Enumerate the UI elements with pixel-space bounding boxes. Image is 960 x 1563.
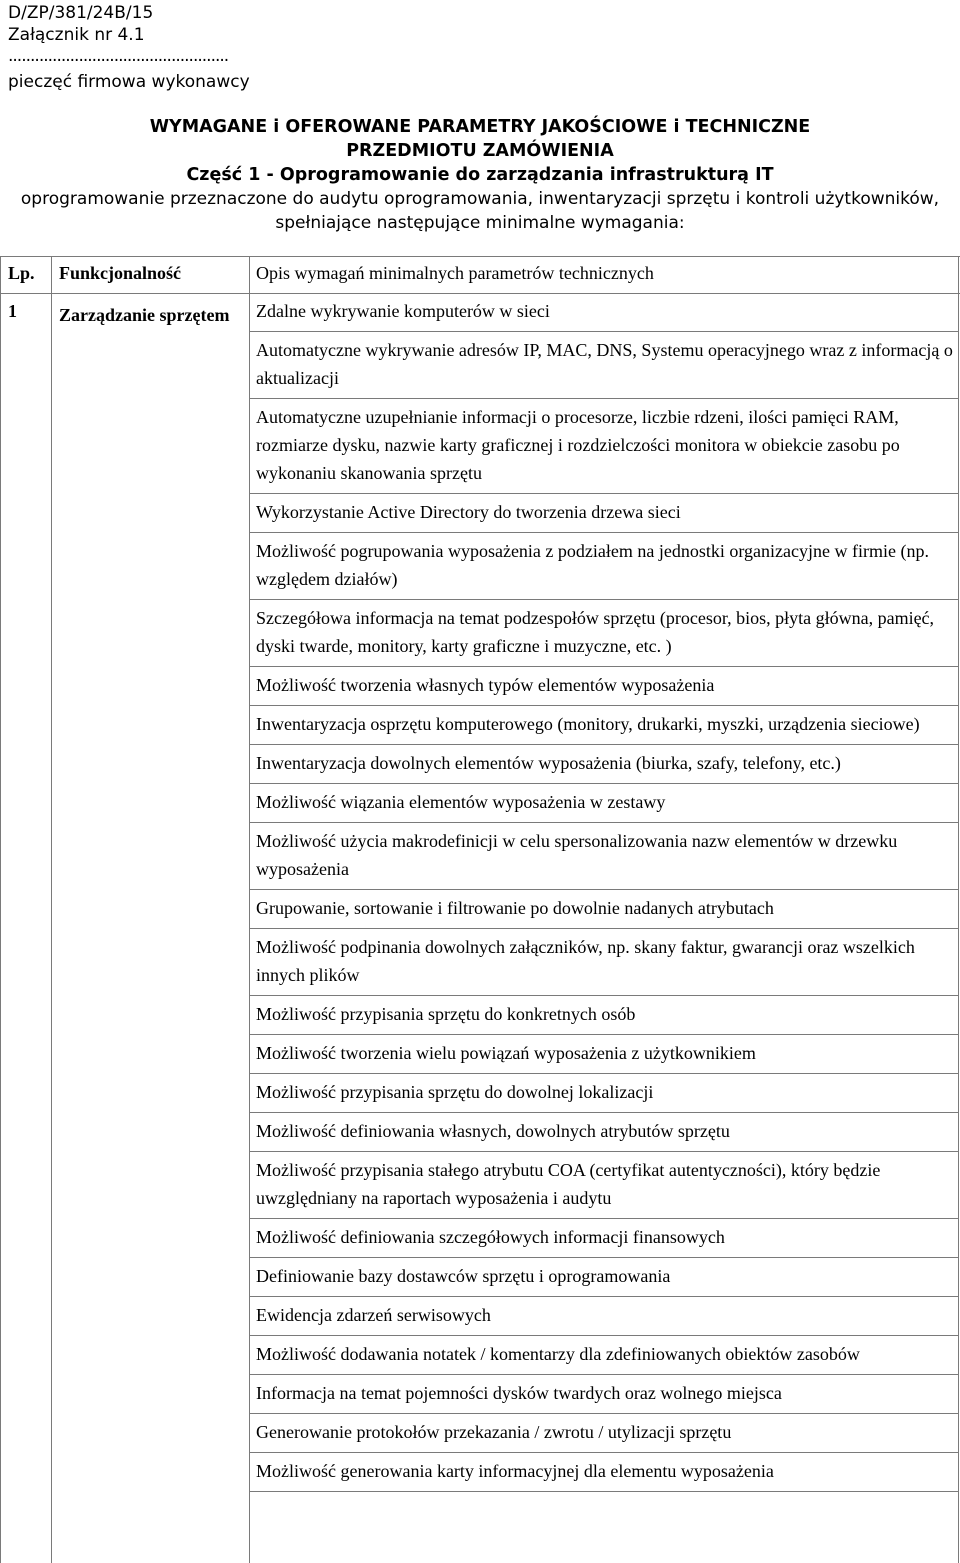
table-left-border	[0, 256, 1, 1563]
document-reference: D/ZP/381/24B/15	[8, 3, 154, 23]
document-title	[0, 115, 960, 235]
title-line-5: spełniające następujące minimalne wymagania:	[275, 213, 685, 233]
table-header-border	[0, 293, 960, 294]
requirement-item: Możliwość definiowania szczegółowych informacji finansowych	[249, 1219, 959, 1258]
requirement-item: Szczegółowa informacja na temat podzespołów sprzętu (procesor, bios, płyta główna, pamięć, dyski twarde, monitory, karty graficzne i muzyczne, etc. )	[249, 600, 959, 667]
requirement-item: Wykorzystanie Active Directory do tworzenia drzewa sieci	[249, 494, 959, 533]
requirement-item: Automatyczne uzupełnianie informacji o procesorze, liczbie rdzeni, ilości pamięci RAM, rozmiarze dysku, nazwie karty graficznej i rozdzielczości monitora w obiekcie zasobu po wykonaniu skanowania sprzętu	[249, 399, 959, 494]
table-body	[0, 293, 960, 1492]
requirement-item: Możliwość wiązania elementów wyposażenia w zestawy	[249, 784, 959, 823]
title-line-4: oprogramowanie przeznaczone do audytu oprogramowania, inwentaryzacji sprzętu i kontroli użytkowników,	[20, 189, 940, 209]
requirement-item: Generowanie protokołów przekazania / zwrotu / utylizacji sprzętu	[249, 1414, 959, 1453]
table-col-divider-1	[51, 256, 52, 1563]
requirement-item: Możliwość przypisania stałego atrybutu COA (certyfikat autentyczności), który będzie uwzględniany na raportach wyposażenia i audytu	[249, 1152, 959, 1219]
requirement-item: Możliwość definiowania własnych, dowolnych atrybutów sprzętu	[249, 1113, 959, 1152]
requirement-item: Automatyczne wykrywanie adresów IP, MAC, DNS, Systemu operacyjnego wraz z informacją o aktualizacji	[249, 332, 959, 399]
requirement-item: Możliwość użycia makrodefinicji w celu spersonalizowania nazw elementów w drzewku wyposażenia	[249, 823, 959, 890]
attachment-label: Załącznik nr 4.1	[8, 25, 145, 45]
stamp-label: pieczęć firmowa wykonawcy	[8, 72, 250, 92]
stamp-dots: ..................................................	[8, 46, 229, 66]
requirement-item: Zdalne wykrywanie komputerów w sieci	[249, 293, 959, 332]
row-number: 1	[8, 301, 17, 321]
requirement-item: Możliwość podpinania dowolnych załączników, np. skany faktur, gwarancji oraz wszelkich innych plików	[249, 929, 959, 996]
table-col-divider-2	[249, 256, 250, 1563]
header-functionality: Funkcjonalność	[59, 263, 182, 283]
requirement-item: Definiowanie bazy dostawców sprzętu i oprogramowania	[249, 1258, 959, 1297]
requirement-item: Ewidencja zdarzeń serwisowych	[249, 1297, 959, 1336]
table-right-border	[958, 256, 959, 1563]
row-functionality: Zarządzanie sprzętem	[59, 305, 230, 325]
requirements-table	[0, 256, 960, 1492]
header-description: Opis wymagań minimalnych parametrów technicznych	[256, 263, 654, 283]
title-line-2: PRZEDMIOTU ZAMÓWIENIA	[346, 141, 614, 161]
requirement-item: Możliwość generowania karty informacyjnej dla elementu wyposażenia	[249, 1453, 959, 1492]
requirement-item: Grupowanie, sortowanie i filtrowanie po dowolnie nadanych atrybutach	[249, 890, 959, 929]
requirement-item: Możliwość przypisania sprzętu do dowolnej lokalizacji	[249, 1074, 959, 1113]
requirements-list	[249, 293, 959, 1492]
requirement-item: Możliwość tworzenia wielu powiązań wyposażenia z użytkownikiem	[249, 1035, 959, 1074]
title-line-3: Część 1 - Oprogramowanie do zarządzania infrastrukturą IT	[186, 165, 774, 185]
requirement-item: Możliwość dodawania notatek / komentarzy dla zdefiniowanych obiektów zasobów	[249, 1336, 959, 1375]
requirement-item: Możliwość przypisania sprzętu do konkretnych osób	[249, 996, 959, 1035]
requirement-item: Informacja na temat pojemności dysków twardych oraz wolnego miejsca	[249, 1375, 959, 1414]
requirement-item: Możliwość tworzenia własnych typów elementów wyposażenia	[249, 667, 959, 706]
requirement-item: Inwentaryzacja osprzętu komputerowego (monitory, drukarki, myszki, urządzenia sieciowe)	[249, 706, 959, 745]
requirement-item: Możliwość pogrupowania wyposażenia z podziałem na jednostki organizacyjne w firmie (np. względem działów)	[249, 533, 959, 600]
table-header-row	[0, 256, 960, 293]
title-line-1: WYMAGANE i OFEROWANE PARAMETRY JAKOŚCIOWE i TECHNICZNE	[149, 117, 811, 137]
header-lp: Lp.	[8, 263, 35, 283]
requirement-item: Inwentaryzacja dowolnych elementów wyposażenia (biurka, szafy, telefony, etc.)	[249, 745, 959, 784]
table-top-border	[0, 256, 960, 257]
